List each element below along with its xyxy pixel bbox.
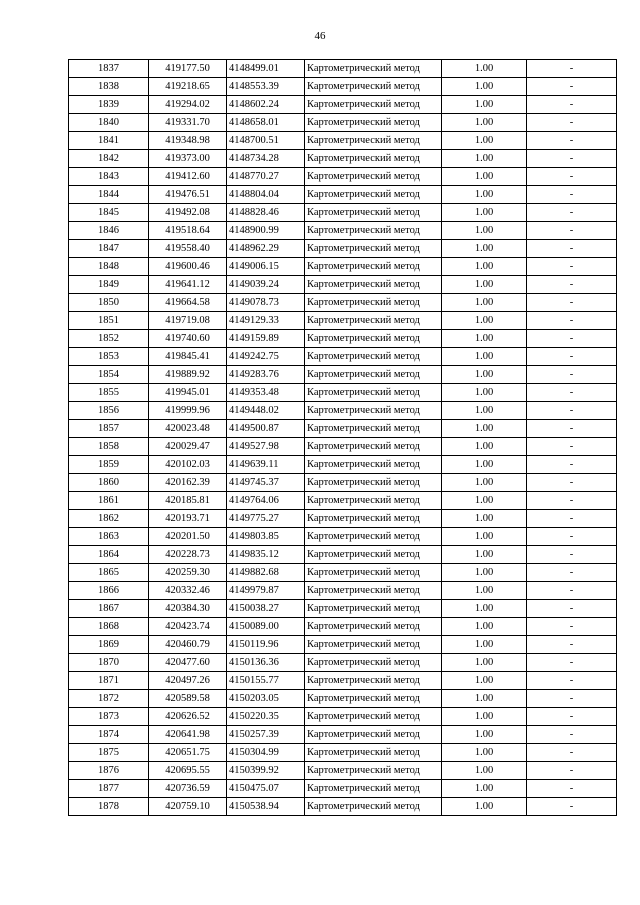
x-coordinate-cell: 420228.73 — [149, 546, 227, 564]
x-coordinate-cell: 420626.52 — [149, 708, 227, 726]
method-cell: Картометрический метод — [305, 798, 442, 816]
x-coordinate-cell: 419740.60 — [149, 330, 227, 348]
method-cell: Картометрический метод — [305, 708, 442, 726]
accuracy-cell: 1.00 — [442, 240, 527, 258]
method-cell: Картометрический метод — [305, 564, 442, 582]
note-cell: - — [527, 744, 617, 762]
accuracy-cell: 1.00 — [442, 384, 527, 402]
note-cell: - — [527, 258, 617, 276]
x-coordinate-cell: 420102.03 — [149, 456, 227, 474]
point-number-cell: 1866 — [69, 582, 149, 600]
point-number-cell: 1845 — [69, 204, 149, 222]
y-coordinate-cell: 4149006.15 — [227, 258, 305, 276]
point-number-cell: 1871 — [69, 672, 149, 690]
y-coordinate-cell: 4150089.00 — [227, 618, 305, 636]
note-cell: - — [527, 618, 617, 636]
point-number-cell: 1847 — [69, 240, 149, 258]
accuracy-cell: 1.00 — [442, 186, 527, 204]
x-coordinate-cell: 419218.65 — [149, 78, 227, 96]
table-row — [69, 348, 617, 366]
table-row — [69, 438, 617, 456]
table-row — [69, 186, 617, 204]
y-coordinate-cell: 4148553.39 — [227, 78, 305, 96]
point-number-cell: 1870 — [69, 654, 149, 672]
note-cell: - — [527, 276, 617, 294]
x-coordinate-cell: 420736.59 — [149, 780, 227, 798]
y-coordinate-cell: 4148700.51 — [227, 132, 305, 150]
note-cell: - — [527, 546, 617, 564]
method-cell: Картометрический метод — [305, 492, 442, 510]
table-row — [69, 618, 617, 636]
y-coordinate-cell: 4148734.28 — [227, 150, 305, 168]
x-coordinate-cell: 419373.00 — [149, 150, 227, 168]
method-cell: Картометрический метод — [305, 690, 442, 708]
table-row — [69, 222, 617, 240]
table-row — [69, 312, 617, 330]
x-coordinate-cell: 419600.46 — [149, 258, 227, 276]
accuracy-cell: 1.00 — [442, 276, 527, 294]
x-coordinate-cell: 420651.75 — [149, 744, 227, 762]
point-number-cell: 1838 — [69, 78, 149, 96]
y-coordinate-cell: 4149353.48 — [227, 384, 305, 402]
accuracy-cell: 1.00 — [442, 564, 527, 582]
point-number-cell: 1862 — [69, 510, 149, 528]
note-cell: - — [527, 780, 617, 798]
point-number-cell: 1843 — [69, 168, 149, 186]
accuracy-cell: 1.00 — [442, 762, 527, 780]
note-cell: - — [527, 366, 617, 384]
x-coordinate-cell: 420162.39 — [149, 474, 227, 492]
table-row — [69, 780, 617, 798]
y-coordinate-cell: 4149639.11 — [227, 456, 305, 474]
note-cell: - — [527, 564, 617, 582]
method-cell: Картометрический метод — [305, 762, 442, 780]
accuracy-cell: 1.00 — [442, 348, 527, 366]
note-cell: - — [527, 132, 617, 150]
note-cell: - — [527, 654, 617, 672]
x-coordinate-cell: 419412.60 — [149, 168, 227, 186]
table-row — [69, 510, 617, 528]
method-cell: Картометрический метод — [305, 510, 442, 528]
point-number-cell: 1856 — [69, 402, 149, 420]
point-number-cell: 1863 — [69, 528, 149, 546]
point-number-cell: 1849 — [69, 276, 149, 294]
note-cell: - — [527, 222, 617, 240]
note-cell: - — [527, 384, 617, 402]
y-coordinate-cell: 4150136.36 — [227, 654, 305, 672]
method-cell: Картометрический метод — [305, 546, 442, 564]
note-cell: - — [527, 528, 617, 546]
note-cell: - — [527, 726, 617, 744]
point-number-cell: 1867 — [69, 600, 149, 618]
table-row — [69, 708, 617, 726]
accuracy-cell: 1.00 — [442, 582, 527, 600]
accuracy-cell: 1.00 — [442, 222, 527, 240]
y-coordinate-cell: 4149283.76 — [227, 366, 305, 384]
accuracy-cell: 1.00 — [442, 528, 527, 546]
accuracy-cell: 1.00 — [442, 780, 527, 798]
note-cell: - — [527, 78, 617, 96]
method-cell: Картометрический метод — [305, 726, 442, 744]
y-coordinate-cell: 4150220.35 — [227, 708, 305, 726]
point-number-cell: 1861 — [69, 492, 149, 510]
table-row — [69, 330, 617, 348]
note-cell: - — [527, 96, 617, 114]
table-row — [69, 474, 617, 492]
y-coordinate-cell: 4148770.27 — [227, 168, 305, 186]
y-coordinate-cell: 4149882.68 — [227, 564, 305, 582]
point-number-cell: 1860 — [69, 474, 149, 492]
accuracy-cell: 1.00 — [442, 672, 527, 690]
table-row — [69, 546, 617, 564]
accuracy-cell: 1.00 — [442, 654, 527, 672]
method-cell: Картометрический метод — [305, 456, 442, 474]
accuracy-cell: 1.00 — [442, 690, 527, 708]
coordinates-table-body — [69, 60, 617, 816]
note-cell: - — [527, 60, 617, 78]
method-cell: Картометрический метод — [305, 348, 442, 366]
point-number-cell: 1869 — [69, 636, 149, 654]
table-row — [69, 690, 617, 708]
y-coordinate-cell: 4150475.07 — [227, 780, 305, 798]
note-cell: - — [527, 672, 617, 690]
x-coordinate-cell: 419177.50 — [149, 60, 227, 78]
point-number-cell: 1872 — [69, 690, 149, 708]
point-number-cell: 1842 — [69, 150, 149, 168]
x-coordinate-cell: 420695.55 — [149, 762, 227, 780]
y-coordinate-cell: 4150538.94 — [227, 798, 305, 816]
table-row — [69, 654, 617, 672]
note-cell: - — [527, 204, 617, 222]
x-coordinate-cell: 420332.46 — [149, 582, 227, 600]
point-number-cell: 1875 — [69, 744, 149, 762]
accuracy-cell: 1.00 — [442, 600, 527, 618]
x-coordinate-cell: 419719.08 — [149, 312, 227, 330]
method-cell: Картометрический метод — [305, 186, 442, 204]
y-coordinate-cell: 4148900.99 — [227, 222, 305, 240]
x-coordinate-cell: 419999.96 — [149, 402, 227, 420]
method-cell: Картометрический метод — [305, 222, 442, 240]
y-coordinate-cell: 4149764.06 — [227, 492, 305, 510]
point-number-cell: 1846 — [69, 222, 149, 240]
x-coordinate-cell: 419889.92 — [149, 366, 227, 384]
accuracy-cell: 1.00 — [442, 78, 527, 96]
accuracy-cell: 1.00 — [442, 636, 527, 654]
y-coordinate-cell: 4149745.37 — [227, 474, 305, 492]
y-coordinate-cell: 4149078.73 — [227, 294, 305, 312]
table-row — [69, 78, 617, 96]
table-row — [69, 240, 617, 258]
y-coordinate-cell: 4150203.05 — [227, 690, 305, 708]
point-number-cell: 1848 — [69, 258, 149, 276]
page-number: 46 — [314, 30, 326, 42]
y-coordinate-cell: 4150399.92 — [227, 762, 305, 780]
method-cell: Картометрический метод — [305, 258, 442, 276]
point-number-cell: 1873 — [69, 708, 149, 726]
point-number-cell: 1868 — [69, 618, 149, 636]
table-row — [69, 600, 617, 618]
method-cell: Картометрический метод — [305, 438, 442, 456]
accuracy-cell: 1.00 — [442, 492, 527, 510]
method-cell: Картометрический метод — [305, 402, 442, 420]
point-number-cell: 1874 — [69, 726, 149, 744]
x-coordinate-cell: 420497.26 — [149, 672, 227, 690]
table-row — [69, 744, 617, 762]
method-cell: Картометрический метод — [305, 654, 442, 672]
table-row — [69, 60, 617, 78]
point-number-cell: 1854 — [69, 366, 149, 384]
x-coordinate-cell: 420460.79 — [149, 636, 227, 654]
accuracy-cell: 1.00 — [442, 420, 527, 438]
note-cell: - — [527, 456, 617, 474]
x-coordinate-cell: 419641.12 — [149, 276, 227, 294]
method-cell: Картометрический метод — [305, 114, 442, 132]
method-cell: Картометрический метод — [305, 618, 442, 636]
table-row — [69, 366, 617, 384]
method-cell: Картометрический метод — [305, 276, 442, 294]
table-row — [69, 420, 617, 438]
x-coordinate-cell: 420384.30 — [149, 600, 227, 618]
note-cell: - — [527, 168, 617, 186]
accuracy-cell: 1.00 — [442, 96, 527, 114]
table-row — [69, 258, 617, 276]
table-row — [69, 726, 617, 744]
note-cell: - — [527, 474, 617, 492]
note-cell: - — [527, 150, 617, 168]
x-coordinate-cell: 420029.47 — [149, 438, 227, 456]
method-cell: Картометрический метод — [305, 366, 442, 384]
y-coordinate-cell: 4149039.24 — [227, 276, 305, 294]
x-coordinate-cell: 419845.41 — [149, 348, 227, 366]
note-cell: - — [527, 114, 617, 132]
accuracy-cell: 1.00 — [442, 744, 527, 762]
x-coordinate-cell: 420023.48 — [149, 420, 227, 438]
x-coordinate-cell: 419331.70 — [149, 114, 227, 132]
x-coordinate-cell: 420201.50 — [149, 528, 227, 546]
y-coordinate-cell: 4148828.46 — [227, 204, 305, 222]
note-cell: - — [527, 798, 617, 816]
y-coordinate-cell: 4150119.96 — [227, 636, 305, 654]
y-coordinate-cell: 4148602.24 — [227, 96, 305, 114]
y-coordinate-cell: 4150304.99 — [227, 744, 305, 762]
note-cell: - — [527, 636, 617, 654]
accuracy-cell: 1.00 — [442, 258, 527, 276]
x-coordinate-cell: 420423.74 — [149, 618, 227, 636]
y-coordinate-cell: 4149527.98 — [227, 438, 305, 456]
point-number-cell: 1837 — [69, 60, 149, 78]
x-coordinate-cell: 420193.71 — [149, 510, 227, 528]
table-row — [69, 564, 617, 582]
y-coordinate-cell: 4150257.39 — [227, 726, 305, 744]
accuracy-cell: 1.00 — [442, 726, 527, 744]
table-row — [69, 114, 617, 132]
x-coordinate-cell: 419945.01 — [149, 384, 227, 402]
y-coordinate-cell: 4149500.87 — [227, 420, 305, 438]
y-coordinate-cell: 4148658.01 — [227, 114, 305, 132]
accuracy-cell: 1.00 — [442, 438, 527, 456]
y-coordinate-cell: 4150038.27 — [227, 600, 305, 618]
note-cell: - — [527, 600, 617, 618]
point-number-cell: 1876 — [69, 762, 149, 780]
note-cell: - — [527, 186, 617, 204]
x-coordinate-cell: 419558.40 — [149, 240, 227, 258]
method-cell: Картометрический метод — [305, 528, 442, 546]
method-cell: Картометрический метод — [305, 150, 442, 168]
y-coordinate-cell: 4149448.02 — [227, 402, 305, 420]
y-coordinate-cell: 4149242.75 — [227, 348, 305, 366]
point-number-cell: 1857 — [69, 420, 149, 438]
note-cell: - — [527, 240, 617, 258]
x-coordinate-cell: 420259.30 — [149, 564, 227, 582]
table-row — [69, 636, 617, 654]
table-row — [69, 492, 617, 510]
method-cell: Картометрический метод — [305, 96, 442, 114]
x-coordinate-cell: 419492.08 — [149, 204, 227, 222]
accuracy-cell: 1.00 — [442, 366, 527, 384]
point-number-cell: 1859 — [69, 456, 149, 474]
y-coordinate-cell: 4149129.33 — [227, 312, 305, 330]
point-number-cell: 1850 — [69, 294, 149, 312]
y-coordinate-cell: 4149979.87 — [227, 582, 305, 600]
method-cell: Картометрический метод — [305, 132, 442, 150]
note-cell: - — [527, 708, 617, 726]
table-row — [69, 672, 617, 690]
point-number-cell: 1851 — [69, 312, 149, 330]
accuracy-cell: 1.00 — [442, 294, 527, 312]
note-cell: - — [527, 510, 617, 528]
note-cell: - — [527, 438, 617, 456]
table-row — [69, 96, 617, 114]
accuracy-cell: 1.00 — [442, 618, 527, 636]
point-number-cell: 1840 — [69, 114, 149, 132]
note-cell: - — [527, 294, 617, 312]
y-coordinate-cell: 4149803.85 — [227, 528, 305, 546]
table-row — [69, 402, 617, 420]
x-coordinate-cell: 420641.98 — [149, 726, 227, 744]
method-cell: Картометрический метод — [305, 294, 442, 312]
table-row — [69, 132, 617, 150]
table-row — [69, 204, 617, 222]
table-row — [69, 582, 617, 600]
point-number-cell: 1864 — [69, 546, 149, 564]
point-number-cell: 1858 — [69, 438, 149, 456]
method-cell: Картометрический метод — [305, 168, 442, 186]
method-cell: Картометрический метод — [305, 384, 442, 402]
point-number-cell: 1853 — [69, 348, 149, 366]
table-row — [69, 168, 617, 186]
accuracy-cell: 1.00 — [442, 510, 527, 528]
coordinates-table — [68, 59, 617, 816]
point-number-cell: 1844 — [69, 186, 149, 204]
method-cell: Картометрический метод — [305, 330, 442, 348]
table-row — [69, 384, 617, 402]
x-coordinate-cell: 420185.81 — [149, 492, 227, 510]
point-number-cell: 1855 — [69, 384, 149, 402]
method-cell: Картометрический метод — [305, 672, 442, 690]
table-row — [69, 762, 617, 780]
method-cell: Картометрический метод — [305, 78, 442, 96]
x-coordinate-cell: 419348.98 — [149, 132, 227, 150]
method-cell: Картометрический метод — [305, 204, 442, 222]
accuracy-cell: 1.00 — [442, 168, 527, 186]
table-row — [69, 294, 617, 312]
table-row — [69, 276, 617, 294]
y-coordinate-cell: 4148499.01 — [227, 60, 305, 78]
y-coordinate-cell: 4149775.27 — [227, 510, 305, 528]
accuracy-cell: 1.00 — [442, 150, 527, 168]
accuracy-cell: 1.00 — [442, 474, 527, 492]
method-cell: Картометрический метод — [305, 600, 442, 618]
x-coordinate-cell: 419476.51 — [149, 186, 227, 204]
note-cell: - — [527, 348, 617, 366]
note-cell: - — [527, 582, 617, 600]
point-number-cell: 1839 — [69, 96, 149, 114]
accuracy-cell: 1.00 — [442, 708, 527, 726]
method-cell: Картометрический метод — [305, 582, 442, 600]
note-cell: - — [527, 402, 617, 420]
method-cell: Картометрический метод — [305, 420, 442, 438]
method-cell: Картометрический метод — [305, 60, 442, 78]
point-number-cell: 1877 — [69, 780, 149, 798]
point-number-cell: 1878 — [69, 798, 149, 816]
point-number-cell: 1865 — [69, 564, 149, 582]
accuracy-cell: 1.00 — [442, 132, 527, 150]
x-coordinate-cell: 419518.64 — [149, 222, 227, 240]
accuracy-cell: 1.00 — [442, 798, 527, 816]
note-cell: - — [527, 690, 617, 708]
method-cell: Картометрический метод — [305, 312, 442, 330]
table-row — [69, 798, 617, 816]
accuracy-cell: 1.00 — [442, 330, 527, 348]
accuracy-cell: 1.00 — [442, 456, 527, 474]
accuracy-cell: 1.00 — [442, 546, 527, 564]
method-cell: Картометрический метод — [305, 636, 442, 654]
accuracy-cell: 1.00 — [442, 114, 527, 132]
x-coordinate-cell: 420477.60 — [149, 654, 227, 672]
table-row — [69, 150, 617, 168]
note-cell: - — [527, 492, 617, 510]
y-coordinate-cell: 4149159.89 — [227, 330, 305, 348]
note-cell: - — [527, 420, 617, 438]
accuracy-cell: 1.00 — [442, 204, 527, 222]
x-coordinate-cell: 419294.02 — [149, 96, 227, 114]
note-cell: - — [527, 762, 617, 780]
y-coordinate-cell: 4150155.77 — [227, 672, 305, 690]
x-coordinate-cell: 420759.10 — [149, 798, 227, 816]
accuracy-cell: 1.00 — [442, 402, 527, 420]
method-cell: Картометрический метод — [305, 474, 442, 492]
method-cell: Картометрический метод — [305, 240, 442, 258]
accuracy-cell: 1.00 — [442, 60, 527, 78]
point-number-cell: 1852 — [69, 330, 149, 348]
y-coordinate-cell: 4148804.04 — [227, 186, 305, 204]
note-cell: - — [527, 330, 617, 348]
x-coordinate-cell: 420589.58 — [149, 690, 227, 708]
method-cell: Картометрический метод — [305, 744, 442, 762]
x-coordinate-cell: 419664.58 — [149, 294, 227, 312]
point-number-cell: 1841 — [69, 132, 149, 150]
method-cell: Картометрический метод — [305, 780, 442, 798]
accuracy-cell: 1.00 — [442, 312, 527, 330]
note-cell: - — [527, 312, 617, 330]
table-row — [69, 528, 617, 546]
y-coordinate-cell: 4149835.12 — [227, 546, 305, 564]
y-coordinate-cell: 4148962.29 — [227, 240, 305, 258]
table-row — [69, 456, 617, 474]
